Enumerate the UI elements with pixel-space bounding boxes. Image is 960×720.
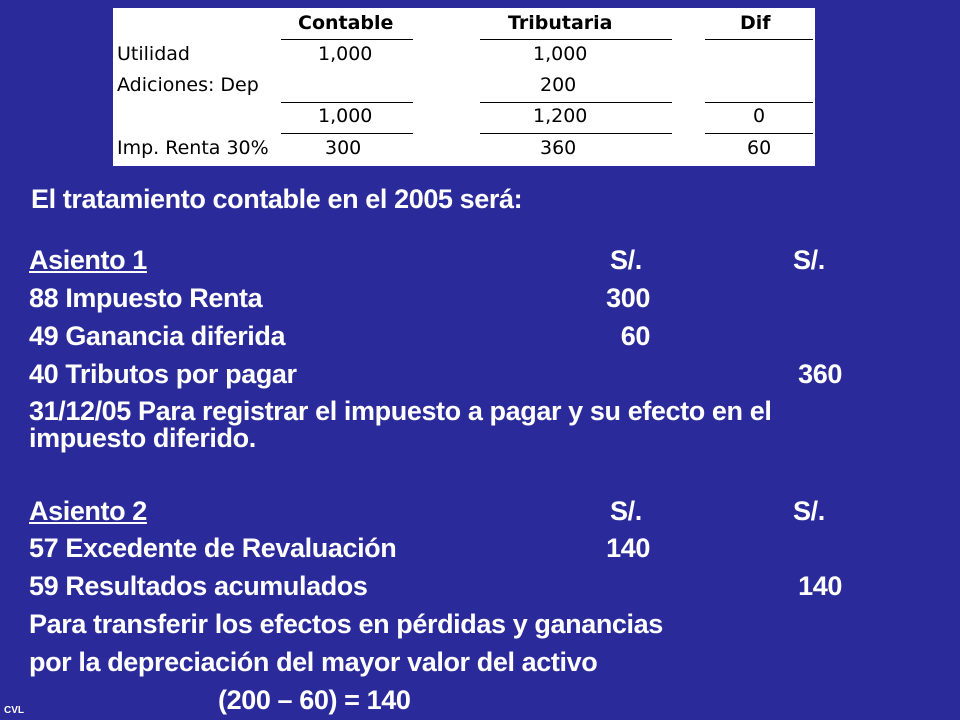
cell-tributaria: 200 — [540, 74, 577, 96]
header-rule-contable — [281, 39, 413, 40]
asiento1-debe: 60 — [620, 321, 650, 351]
cell-dif: 60 — [747, 137, 772, 159]
header-dif: Dif — [740, 12, 771, 34]
asiento1-haber-header: S/. — [793, 245, 825, 275]
asiento1-debe-header: S/. — [610, 245, 642, 275]
row-label: Adiciones: Dep — [117, 74, 259, 96]
asiento1-account: 49 Ganancia diferida — [29, 321, 286, 351]
cell-dif: 0 — [753, 105, 766, 127]
asiento1-account: 40 Tributos por pagar — [29, 359, 297, 389]
asiento2-note-line2: por la depreciación del mayor valor del activo — [29, 647, 598, 677]
header-rule-dif — [705, 39, 813, 40]
total-rule-contable — [281, 133, 413, 134]
total-rule-tributaria — [480, 133, 672, 134]
asiento2-haber-header: S/. — [793, 496, 825, 526]
asiento1-note: 31/12/05 Para registrar el impuesto a pagar y su efecto en el impuesto diferido. — [29, 396, 772, 453]
subtotal-rule-dif — [705, 102, 813, 103]
cell-tributaria: 1,200 — [533, 105, 588, 127]
asiento2-debe-header: S/. — [610, 496, 642, 526]
header-rule-tributaria — [480, 39, 672, 40]
asiento2-calculation: (200 – 60) = 140 — [218, 685, 411, 715]
subtotal-rule-contable — [281, 102, 413, 103]
cell-tributaria: 1,000 — [533, 43, 588, 65]
asiento2-haber: 140 — [798, 571, 842, 601]
cell-contable: 300 — [325, 137, 362, 159]
asiento1-haber: 360 — [798, 359, 842, 389]
asiento1-account: 88 Impuesto Renta — [29, 283, 263, 313]
subtotal-rule-tributaria — [480, 102, 672, 103]
row-label: Imp. Renta 30% — [117, 137, 269, 159]
header-contable: Contable — [298, 12, 394, 34]
intro-heading: El tratamiento contable en el 2005 será: — [31, 184, 523, 214]
asiento2-account: 57 Excedente de Revaluación — [29, 533, 397, 563]
tax-table — [113, 8, 815, 166]
cell-contable: 1,000 — [318, 105, 373, 127]
header-tributaria: Tributaria — [508, 12, 613, 34]
asiento1-title: Asiento 1 — [29, 245, 147, 275]
cell-contable: 1,000 — [318, 43, 373, 65]
asiento2-title: Asiento 2 — [29, 496, 147, 526]
total-rule-dif — [705, 133, 813, 134]
asiento2-debe: 140 — [606, 533, 650, 563]
author-initials: CVL — [4, 705, 24, 716]
asiento1-debe: 300 — [606, 283, 650, 313]
cell-tributaria: 360 — [540, 137, 577, 159]
asiento2-account: 59 Resultados acumulados — [29, 571, 368, 601]
asiento2-note-line1: Para transferir los efectos en pérdidas y ganancias — [29, 609, 663, 639]
row-label: Utilidad — [117, 43, 190, 65]
